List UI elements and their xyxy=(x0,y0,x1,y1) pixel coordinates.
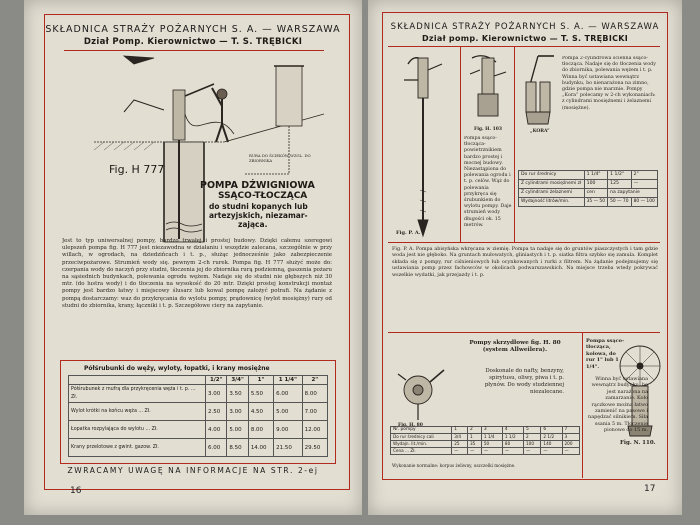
table-cell: — xyxy=(481,448,502,455)
kora-description: Pompa 2-cylindrowa ścienna ssąco-tłocząca. Nadaje się do tłoczenia wody do zbiornika, polewania wężem i t. p. Winna być ustawiana wewnątrz budynku, bo nienarażona na zimno, gdzie pompa nie marznie. Pompy „Kora” polecamy w 2-ch wykonaniach: z cylindrami mosiężnemi i żelaznemi (mosiężne). xyxy=(562,56,656,111)
table-cell: 35 — 50 xyxy=(584,198,608,207)
wing-pump-description: Doskonale do nafty, benzyny, spirytusu, oliwy, piwa i t. p. płynów. Do wody studziennej niezalecane. xyxy=(484,368,564,395)
table-cell: 2.50 xyxy=(206,403,227,421)
table-cell: 1 xyxy=(467,434,481,441)
table-row xyxy=(391,434,580,441)
table-cell: — xyxy=(467,448,481,455)
fig-h110-label: Fig. N. 110. xyxy=(620,440,656,446)
table-cell: 1 1/4 xyxy=(481,434,502,441)
table-cell: 2 xyxy=(524,434,541,441)
table-cell: — xyxy=(452,448,468,455)
table-cell: 2 1/2 xyxy=(541,434,562,441)
diagram-note: RURA DO ŚCIEKÓW WZGL. DO ZBIORNIKA xyxy=(249,153,311,163)
left-page-number: 16 xyxy=(70,486,82,496)
h103-pump-illustration xyxy=(466,52,510,124)
table-cell: — xyxy=(541,448,562,455)
table-cell: 8.50 xyxy=(227,439,248,457)
left-footer-note: ZWRACAMY UWAGĘ NA INFORMACJE NA STR. 2-ej xyxy=(67,466,319,475)
right-header-rule xyxy=(388,46,660,47)
table-cell: 6 xyxy=(541,427,562,434)
right-section-rule xyxy=(388,242,660,243)
table-cell: 35 xyxy=(467,441,481,448)
table-cell: Nr. pompy xyxy=(391,427,452,434)
table-cell: 50 — 70 xyxy=(608,198,632,207)
table-cell-label: Półśrubunek z mufrą dla przykręcenia węża i t. p. ... Zł. xyxy=(69,385,206,403)
table-cell: 1 1/4" xyxy=(584,171,608,180)
table-cell: Wydajność litrów/min. xyxy=(519,198,585,207)
table-cell: 200 xyxy=(562,441,579,448)
fig-h103-label: Fig. H. 103 xyxy=(474,127,502,132)
table-cell: 5.50 xyxy=(248,385,273,403)
table-header-row xyxy=(391,427,580,434)
kora-price-table xyxy=(518,170,658,207)
left-header-subtitle: Dział Pomp. Kierownictwo — T. S. TRĘBICKI xyxy=(83,37,303,47)
wing-pump-table xyxy=(390,426,580,455)
fig-pa-label: Fig. P. A. xyxy=(396,230,421,236)
table-header-row xyxy=(69,376,328,385)
table-cell: Z cylindrami żelaznemi xyxy=(519,189,585,198)
table-cell: 9.00 xyxy=(274,421,302,439)
left-price-table xyxy=(68,375,328,457)
fig-h777-label: Fig. H 777 xyxy=(109,163,165,176)
table-cell: 3.00 xyxy=(227,403,248,421)
table-cell: 4.00 xyxy=(206,421,227,439)
fig-h80-label: Fig. H. 80 xyxy=(398,423,423,428)
table-row xyxy=(519,180,658,189)
table-cell: na zapytanie xyxy=(608,189,658,198)
table-row xyxy=(519,189,658,198)
table-cell: — xyxy=(562,448,579,455)
left-header-rule xyxy=(64,50,324,51)
table-cell: 100 xyxy=(524,441,541,448)
right-page xyxy=(368,0,682,515)
table-cell: Cena ... Zł. xyxy=(391,448,452,455)
right-header-title: SKŁADNICA STRAŻY POŻARNYCH S. A. — WARSZAWA xyxy=(390,22,660,32)
right-header-subtitle: Dział pomp. Kierownictwo — T. S. TRĘBICKI xyxy=(421,34,629,43)
kora-pump-illustration xyxy=(518,52,560,130)
table-cell: 5.00 xyxy=(274,403,302,421)
table-cell: 5 xyxy=(524,427,541,434)
table-cell: 80 — 100 xyxy=(631,198,657,207)
table-cell: 4 xyxy=(502,427,523,434)
wing-pump-title: Pompy skrzydłowe fig. H. 80 (system Allweilera). xyxy=(469,340,561,354)
table-row xyxy=(391,441,580,448)
left-product-title-3: do studni kopanych lub xyxy=(209,202,308,211)
table-cell: 7.00 xyxy=(302,403,327,421)
left-product-title-2: SSĄCO-TŁOCZĄCA xyxy=(218,191,308,201)
table-cell: Do rur średnicy cali xyxy=(391,434,452,441)
h103-description: Pompa ssąco-tłocząca-powietrznikiem bardzo prostej i mocnej budowy. Niezastąpiona do polewania ogrodu i t. p. celów. Wąż do polewania przykręca się śrubunkiem do wylotu pompy. Daje strumień wody długości ok. 15 metrów. xyxy=(464,136,512,228)
wing-pump-illustration xyxy=(396,360,446,422)
table-cell: 8.00 xyxy=(248,421,273,439)
table-row xyxy=(69,385,328,403)
table-cell: 6.00 xyxy=(206,439,227,457)
table-cell-label: Łopatka rozpylająca do wylotu ... Zł. xyxy=(69,421,206,439)
table-cell: 50 xyxy=(481,441,502,448)
table-cell: 80 xyxy=(502,441,523,448)
abyssinian-description: Fig. P. A. Pompa abisyńska wkręcana w ziemię. Pompa ta nadaje się do gruntów piaszczystych i tam gdzie woda jest nie głęboko. Na gruntach mułowatych, gliniastych i t. p. siatka filtra szybko się zamula. Komplet składa się z pompy, rur ciśnieniowych łub ocynkowanych i rurki z filtrem. Na żądanie podejmujemy się ustawiania pomp przez fachowców w okolicach podwarszawskich. Na miejsce trzeba wtedy pokrywać wszelkie wydatki, jak przejazdy i t. p. xyxy=(392,246,658,278)
left-header-title: SKŁADNICA STRAŻY POŻARNYCH S. A. — WARSZAWA xyxy=(45,24,341,35)
table-cell: 6.00 xyxy=(274,385,302,403)
left-product-title-1: POMPA DŹWIGNIOWA xyxy=(200,180,315,191)
h110-title: Pompa ssąco-tłocząca, kolowa, do rur 1" lub 1 1/4". xyxy=(586,338,625,370)
table-cell: Do rur średnicy xyxy=(519,171,585,180)
table-cell: 140 xyxy=(541,441,562,448)
left-price-table-title: Półśrubunki do węży, wyloty, łopatki, i krany mosiężne xyxy=(84,365,270,372)
table-cell: 125 xyxy=(608,180,632,189)
right-col-divider xyxy=(582,332,583,478)
table-header-row xyxy=(519,171,658,180)
table-cell: 29.50 xyxy=(302,439,327,457)
table-cell: cen xyxy=(584,189,608,198)
table-row xyxy=(69,403,328,421)
table-cell: 4.50 xyxy=(248,403,273,421)
table-cell: 21.50 xyxy=(274,439,302,457)
left-description: Jest to typ uniwersalnej pompy, bardzo trwałej i prostej budowy. Dzięki całemu szeregowi ulepszeń pompa fig. H 777 jest niezawodna w działaniu i wszędzie zalecana, szczególnie w przy willach, w ogrodach, na dziedzińcach i t. p., służąc jednocześnie jako zabezpieczenie przeciwpożarowe. Strumień wody się. pewnym 2-ch rurek. Pompa fig. H 777 służyć może do: czerpania wody do naczyń przy studni, tłoczenia jej do zbiornika rurą podziemną, gaszenia pożaru na sąsiednich budynkach, polewania ogrodu wężem. Nadaje się do studni nie głębszych niż 30 mtr. (do lustra wody) i do tłoczenia na wysokość do 20 mtr. Dzięki prostej konstrukcji montaż pompy jest bardzo łatwy i miejscowy ślusarz lub kowal pompę założyć potrafi. Na żądanie z pompą dostarczamy: waz do przykręcania do wylotu pompy, prądownicę (wylot mosiężny) rury od studni do zbiornika, krany, łączniki i t. p. Szczegółowe ciery na zapytanie. xyxy=(62,238,332,309)
h110-description: Winna być ustawiana wewnątrz budynku, bo jest narażona na zamarzanie. Koło rączkowe można łatwo zamienić na pasowe i napędzać silnikiem. Siła ssania 5 m. Tłoczenie pionowe do 15 m. xyxy=(588,376,648,434)
table-row xyxy=(69,439,328,457)
table-cell: 3.00 xyxy=(206,385,227,403)
kora-label: „KORA” xyxy=(530,129,550,134)
table-cell: 5.00 xyxy=(227,421,248,439)
right-page-number: 17 xyxy=(644,484,656,494)
table-cell: 1 1/2 xyxy=(502,434,523,441)
table-row xyxy=(519,198,658,207)
left-product-title-4: artezyjskich, niezamar- xyxy=(209,211,308,220)
table-cell: 25 xyxy=(452,441,468,448)
left-product-title-5: zająca. xyxy=(238,220,268,229)
table-cell: 7 xyxy=(562,427,579,434)
right-col-divider xyxy=(514,46,515,242)
table-cell: 12.00 xyxy=(302,421,327,439)
left-page xyxy=(24,0,362,515)
table-cell: — xyxy=(631,180,657,189)
table-header-cell: 1/2" xyxy=(206,376,227,385)
table-cell: 2" xyxy=(631,171,657,180)
table-cell: — xyxy=(502,448,523,455)
table-cell: 3.50 xyxy=(227,385,248,403)
table-cell-label: Wylot krótki na końcu węża ... Zł. xyxy=(69,403,206,421)
table-cell: Wydajn. lit./min. xyxy=(391,441,452,448)
table-row xyxy=(391,448,580,455)
table-row xyxy=(69,421,328,439)
right-section-rule xyxy=(388,332,660,333)
table-cell: 100 xyxy=(584,180,608,189)
table-cell: 14.00 xyxy=(248,439,273,457)
table-cell-label: Krany przelotowe z gwint. gazow. Zł. xyxy=(69,439,206,457)
table-header-cell: 2" xyxy=(302,376,327,385)
table-cell: Z cylindrami mosiężnemi zł xyxy=(519,180,585,189)
table-cell: 2 xyxy=(467,427,481,434)
table-header-cell: 1 1/4" xyxy=(274,376,302,385)
table-cell: — xyxy=(524,448,541,455)
table-cell: 1 xyxy=(452,427,468,434)
table-cell: 3/4 xyxy=(452,434,468,441)
table-header-cell: 3/4" xyxy=(227,376,248,385)
table-cell: 8.00 xyxy=(302,385,327,403)
table-cell: 1 1/2" xyxy=(608,171,632,180)
table-cell: 3 xyxy=(481,427,502,434)
table-header-cell xyxy=(69,376,206,385)
right-col-divider xyxy=(460,46,461,242)
table-cell: 3 xyxy=(562,434,579,441)
table-header-cell: 1" xyxy=(248,376,273,385)
wing-pump-note: Wykonanie normalne: korpus żeliwny, uszczelki mosiężne. xyxy=(392,463,516,468)
abyssinian-pump-illustration xyxy=(394,50,454,240)
